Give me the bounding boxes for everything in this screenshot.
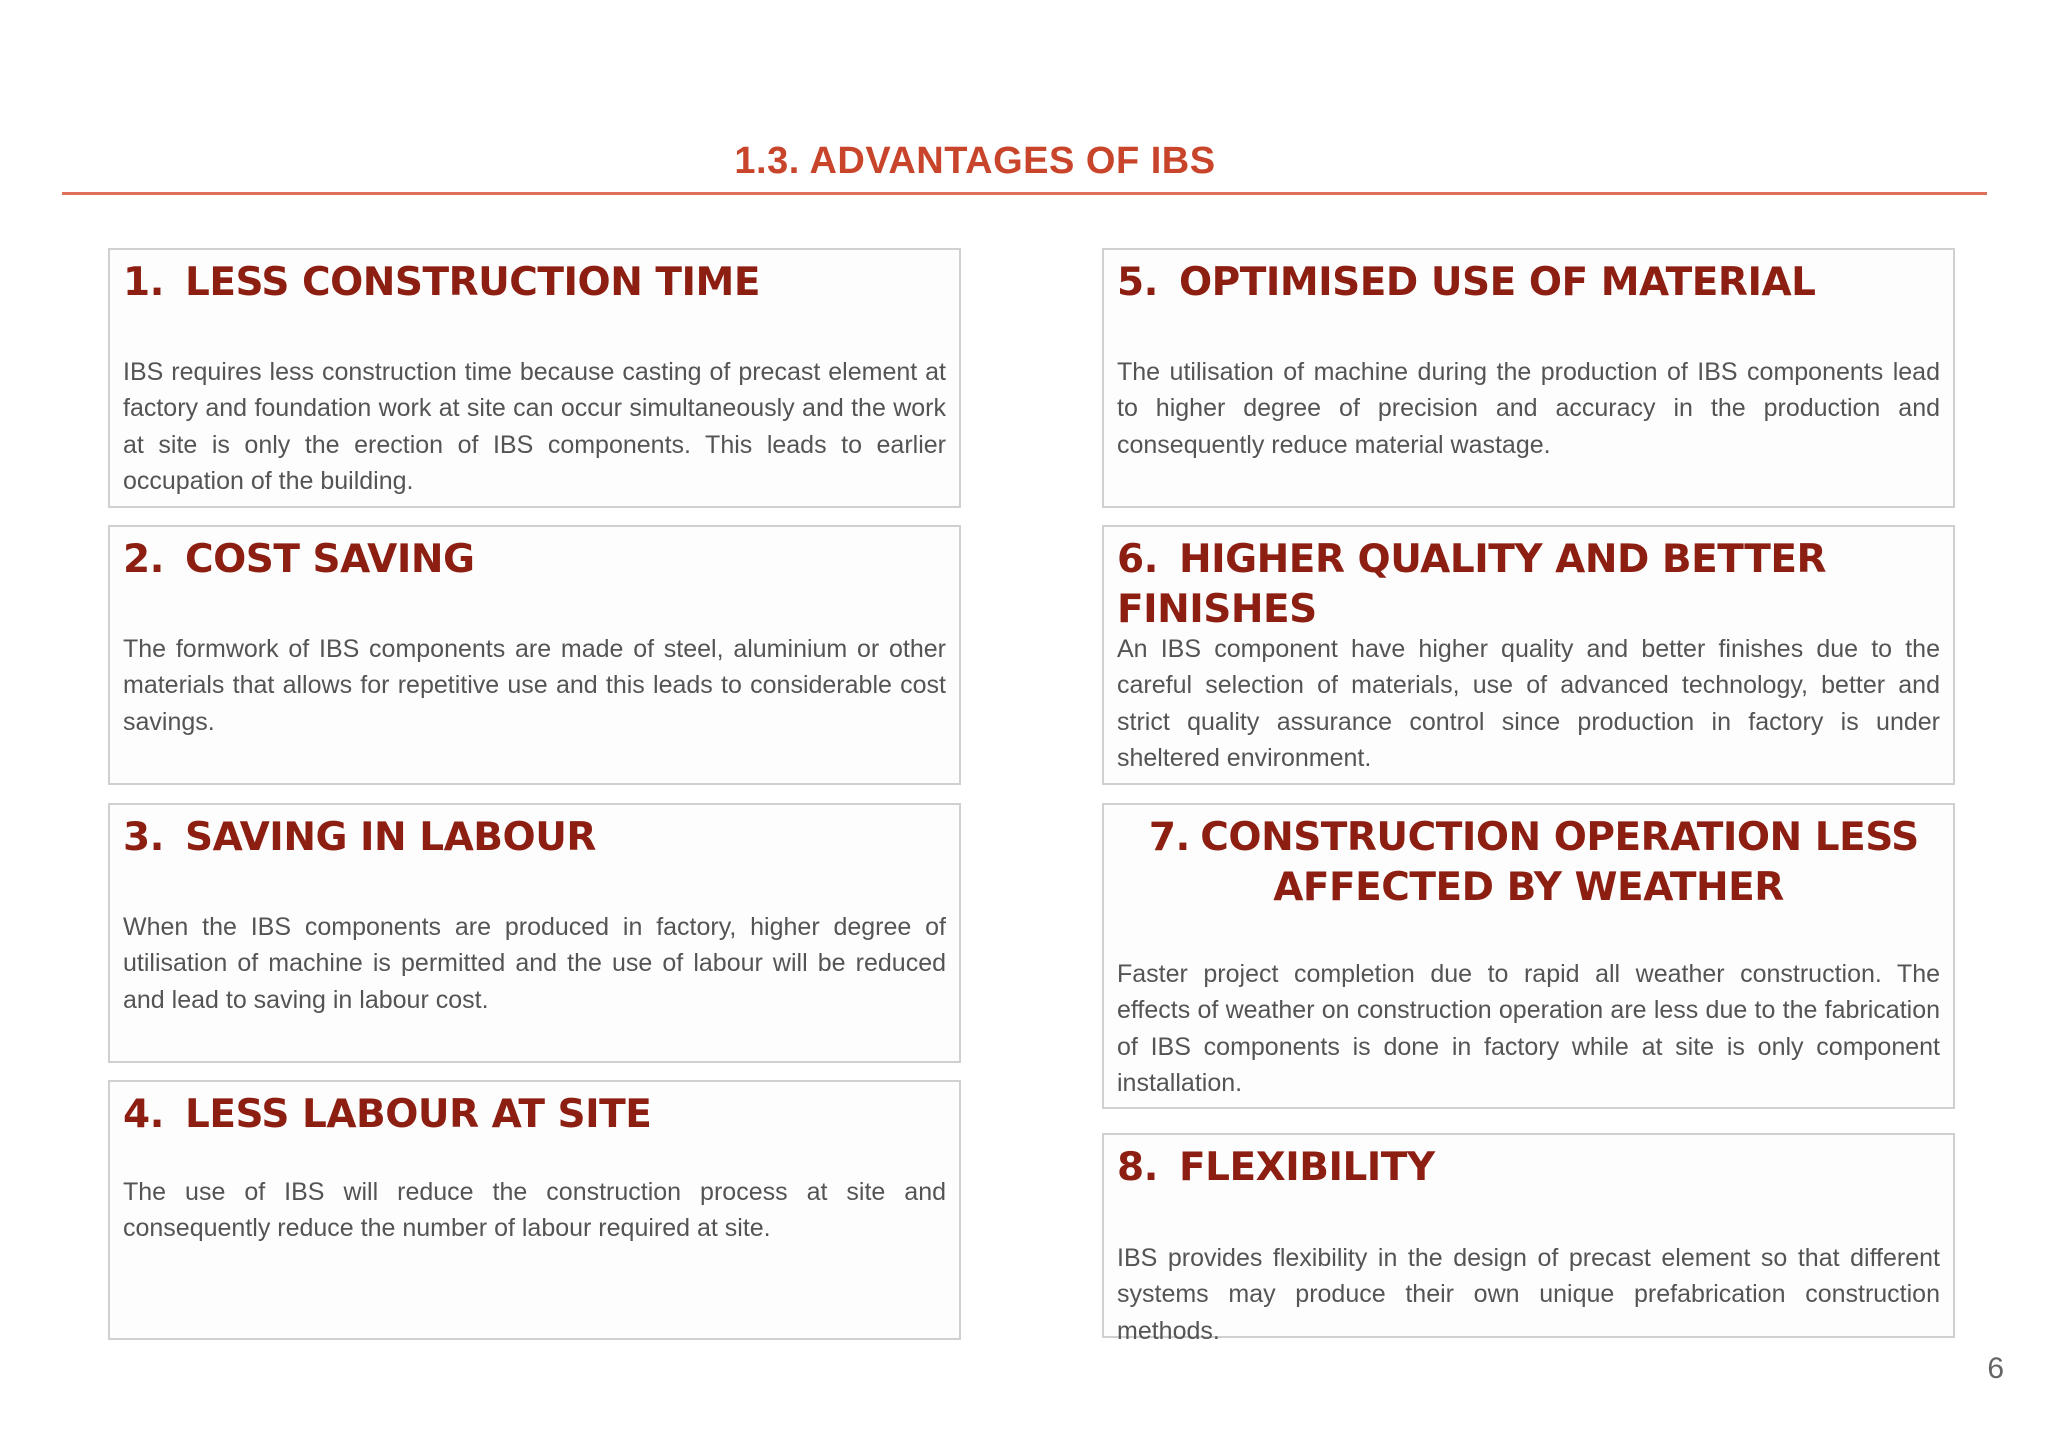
advantage-title: HIGHER QUALITY AND BETTER FINISHES: [1117, 537, 1827, 632]
advantage-card-8: [1102, 1133, 1955, 1345]
advantage-card-7: [1102, 803, 1955, 1109]
advantage-title: LESS CONSTRUCTION TIME: [185, 260, 760, 305]
advantage-title: FLEXIBILITY: [1179, 1145, 1435, 1190]
title-underline: [62, 192, 1987, 195]
advantage-card-4: [108, 1080, 961, 1340]
advantage-heading: [1117, 535, 1940, 635]
page-title: 1.3. ADVANTAGES OF IBS: [734, 140, 1216, 182]
advantage-text: When the IBS components are produced in factory, higher degree of utilisation of machine is permitted and the use of labour will be reduced and lead to saving in labour cost.: [123, 913, 946, 1014]
advantage-heading: [123, 535, 946, 585]
advantage-number: 3.: [123, 815, 164, 860]
advantage-text: The utilisation of machine during the production of IBS components lead to higher degree of precision and accuracy in the production and consequently reduce material wastage.: [1117, 358, 1940, 459]
advantage-number: 4.: [123, 1092, 164, 1137]
advantage-title: COST SAVING: [185, 537, 475, 582]
advantage-number: 8.: [1117, 1145, 1158, 1190]
advantage-card-6: [1102, 525, 1955, 785]
advantage-card-1: [108, 248, 961, 508]
advantage-number: 5.: [1117, 260, 1158, 305]
advantage-heading: [123, 813, 946, 863]
advantage-text: IBS provides flexibility in the design of precast element so that different systems may produce their own unique prefabrication construction methods.: [1117, 1244, 1940, 1345]
page-number: 6: [1987, 1352, 2004, 1385]
advantage-heading: [1117, 1143, 1940, 1193]
advantage-heading: [123, 1090, 946, 1140]
advantage-title: LESS LABOUR AT SITE: [185, 1092, 652, 1137]
advantage-card-3: [108, 803, 961, 1063]
advantage-number: 2.: [123, 537, 164, 582]
advantage-number: 6.: [1117, 537, 1158, 582]
advantage-text: The use of IBS will reduce the construction process at site and consequently reduce the number of labour required at site.: [123, 1178, 946, 1243]
advantage-title: SAVING IN LABOUR: [185, 815, 596, 860]
advantage-card-2: [108, 525, 961, 785]
advantage-heading: [123, 258, 946, 308]
advantage-text: IBS requires less construction time because casting of precast element at factory and foundation work at site can occur simultaneously and the work at site is only the erection of IBS components. This leads to earlier occupation of the building.: [123, 358, 946, 496]
advantage-text: An IBS component have higher quality and better finishes due to the careful selection of materials, use of advanced technology, better and strict quality assurance control since production in factory is under sheltered environment.: [1117, 635, 1940, 773]
advantage-number: 7.: [1148, 815, 1190, 860]
advantage-heading: [1117, 813, 1940, 913]
advantage-title: OPTIMISED USE OF MATERIAL: [1179, 260, 1816, 305]
advantage-number: 1.: [123, 260, 164, 305]
advantage-text: The formwork of IBS components are made of steel, aluminium or other materials that allows for repetitive use and this leads to considerable cost savings.: [123, 635, 946, 736]
advantage-heading: [1117, 258, 1940, 308]
advantage-text: Faster project completion due to rapid all weather construction. The effects of weather on construction operation are less due to the fabrication of IBS components is done in factory while at site is only component installation.: [1117, 960, 1940, 1098]
advantage-card-5: [1102, 248, 1955, 508]
advantage-title: CONSTRUCTION OPERATION LESS AFFECTED BY WEATHER: [1200, 815, 1919, 910]
